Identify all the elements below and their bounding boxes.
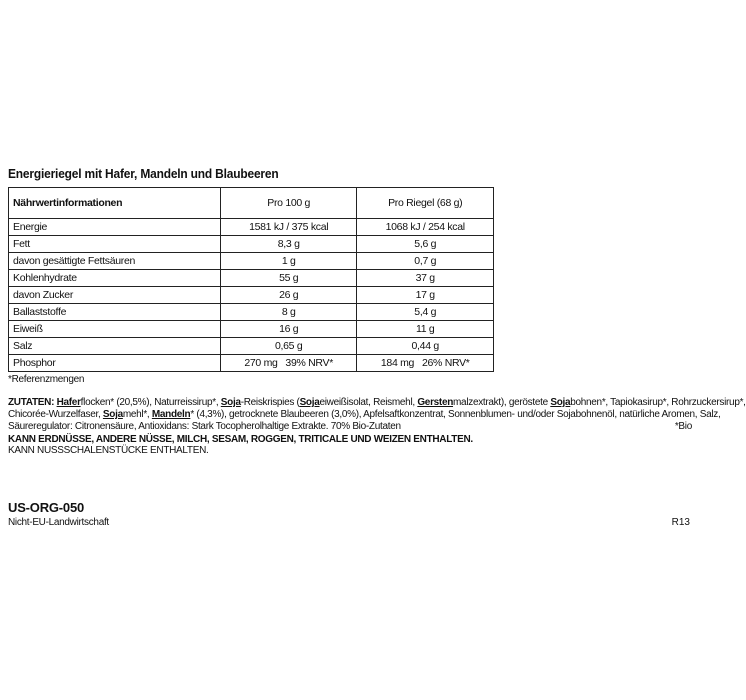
ingredients-line-3 [8, 421, 692, 433]
header-per-bar: Pro Riegel (68 g) [357, 188, 494, 219]
row-per-100g: 8 g [220, 304, 357, 321]
row-per-100g: 16 g [220, 321, 357, 338]
ingredient-text: mehl*, [122, 409, 152, 420]
row-per-100g: 26 g [220, 287, 357, 304]
ingredient-text: bohnen*, Tapiokasirup*, Rohrzuckersirup*, [570, 397, 746, 408]
allergen-ingredient: Soja [299, 397, 320, 408]
allergen-ingredient: Hafer [56, 397, 81, 408]
row-per-bar-value: 184 mg [380, 356, 415, 369]
row-per-bar: 17 g [357, 287, 494, 304]
row-label: Eiweiß [9, 321, 221, 338]
row-per-100g [220, 355, 357, 372]
header-nutrition-info: Nährwertinformationen [9, 188, 221, 219]
nutrition-table [8, 187, 494, 372]
row-per-bar: 0,7 g [357, 253, 494, 270]
row-per-100g: 1 g [220, 253, 357, 270]
reference-code: R13 [671, 517, 690, 528]
row-per-bar [357, 355, 494, 372]
table-row [9, 270, 494, 287]
row-per-100g: 55 g [220, 270, 357, 287]
row-per-100g: 8,3 g [220, 236, 357, 253]
allergen-ingredient: Soja [550, 397, 571, 408]
row-per-100g-nrv: 39% NRV* [285, 356, 334, 369]
table-body [9, 219, 494, 372]
row-label: davon Zucker [9, 287, 221, 304]
row-per-bar: 37 g [357, 270, 494, 287]
table-row [9, 253, 494, 270]
nutshell-warning: KANN NUSSSCHALENSTÜCKE ENTHALTEN. [8, 445, 209, 456]
row-label: Salz [9, 338, 221, 355]
row-label: Ballaststoffe [9, 304, 221, 321]
header-per-100g: Pro 100 g [220, 188, 357, 219]
ingredients-line-1 [8, 397, 746, 409]
row-per-bar-nrv: 26% NRV* [421, 356, 470, 369]
table-row [9, 304, 494, 321]
row-label: davon gesättigte Fettsäuren [9, 253, 221, 270]
ingredients-label: ZUTATEN: [8, 397, 55, 408]
allergen-ingredient: Gersten [417, 397, 454, 408]
row-label: Energie [9, 219, 221, 236]
ingredient-text: malzextrakt), geröstete [453, 397, 551, 408]
organic-code: US-ORG-050 [8, 500, 85, 515]
table-row [9, 355, 494, 372]
allergen-ingredient: Soja [220, 397, 241, 408]
row-per-100g-value: 270 mg [244, 356, 278, 369]
organic-note: *Bio [674, 421, 692, 432]
row-per-bar: 5,4 g [357, 304, 494, 321]
table-header-row [9, 188, 494, 219]
footnote: *Referenzmengen [8, 374, 85, 385]
row-per-bar: 11 g [357, 321, 494, 338]
table-row [9, 287, 494, 304]
product-title: Energieriegel mit Hafer, Mandeln und Blaubeeren [8, 166, 279, 181]
ingredients-line-2 [8, 409, 721, 421]
row-per-100g: 1581 kJ / 375 kcal [220, 219, 357, 236]
nutrition-label [8, 166, 746, 456]
row-per-100g: 0,65 g [220, 338, 357, 355]
row-per-bar: 0,44 g [357, 338, 494, 355]
table-row [9, 338, 494, 355]
ingredient-text: eiweißisolat, Reismehl, [319, 397, 418, 408]
origin-note: Nicht-EU-Landwirtschaft [8, 517, 109, 528]
ingredient-text: -Reiskrispies ( [240, 397, 300, 408]
table-row [9, 219, 494, 236]
row-label: Fett [9, 236, 221, 253]
row-label: Phosphor [9, 355, 221, 372]
allergen-warning: KANN ERDNÜSSE, ANDERE NÜSSE, MILCH, SESAM, ROGGEN, TRITICALE UND WEIZEN ENTHALTEN. [8, 434, 473, 445]
row-label: Kohlenhydrate [9, 270, 221, 287]
allergen-ingredient: Soja [102, 409, 123, 420]
ingredient-text: * (4,3%), getrocknete Blaubeeren (3,0%), Apfelsaftkonzentrat, Sonnenblumen- und/oder Sojabohnenöl, natürliche Aromen, Salz, [190, 409, 721, 420]
allergen-ingredient: Mandeln [151, 409, 191, 420]
ingredient-text: flocken* (20,5%), Naturreissirup*, [80, 397, 221, 408]
table-row [9, 321, 494, 338]
row-per-bar: 1068 kJ / 254 kcal [357, 219, 494, 236]
ingredients-line-3-text: Säureregulator: Citronensäure, Antioxidans: Stark Tocopherolhaltige Extrakte. 70% Bio-Zutaten [8, 421, 401, 432]
ingredients [8, 397, 746, 433]
ingredient-text: Chicorée-Wurzelfaser, [8, 409, 103, 420]
row-per-bar: 5,6 g [357, 236, 494, 253]
table-row [9, 236, 494, 253]
